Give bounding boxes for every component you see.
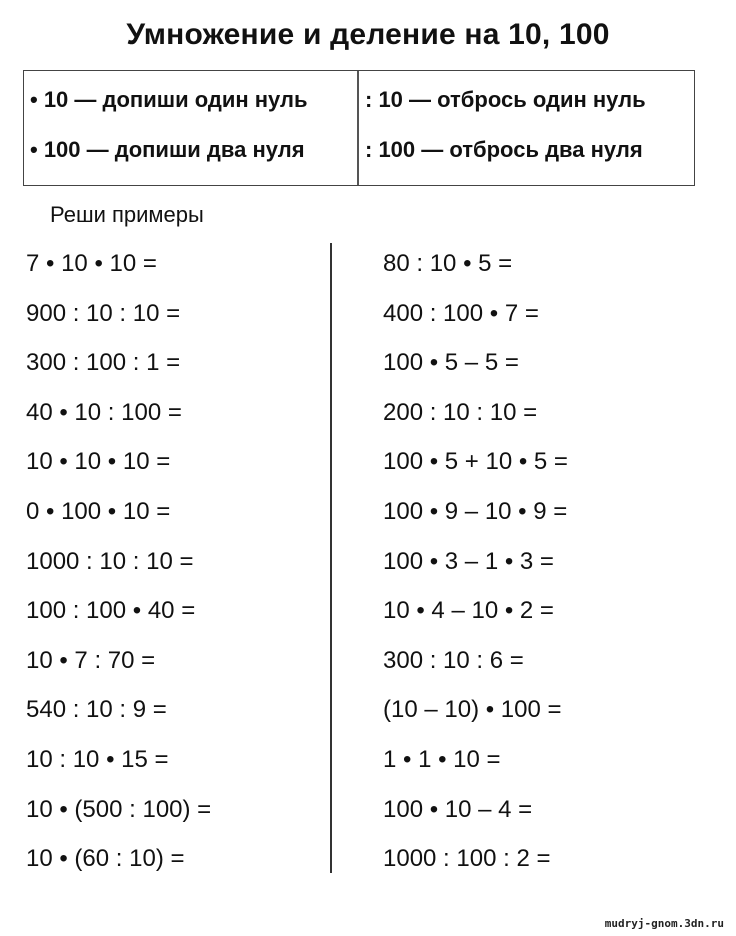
rule-multiply-100: • 100 — допиши два нуля <box>30 137 305 162</box>
example-item: 100 • 5 – 5 = <box>383 349 519 377</box>
rules-divider <box>357 71 359 185</box>
rules-table <box>23 70 695 186</box>
example-item: 100 : 100 • 40 = <box>26 597 196 625</box>
example-item: 80 : 10 • 5 = <box>383 250 513 277</box>
watermark: mudryj-gnom.3dn.ru <box>604 917 724 930</box>
example-item: 300 : 10 : 6 = <box>383 646 524 674</box>
example-item: 100 • 5 + 10 • 5 = <box>383 448 568 476</box>
example-item: 10 • (60 : 10) = <box>26 845 185 873</box>
page-title: Умножение и деление на 10, 100 <box>126 18 610 51</box>
rule-divide-10: : 10 — отбрось один нуль <box>365 87 646 112</box>
rule-multiply-10: • 10 — допиши один нуль <box>30 87 308 112</box>
example-item: 100 • 10 – 4 = <box>383 795 533 823</box>
example-item: 10 • 7 : 70 = <box>26 646 156 674</box>
rule-divide-100: : 100 — отбрось два нуля <box>365 137 643 162</box>
example-item: 10 • 10 • 10 = <box>26 448 171 476</box>
example-item: 10 • 4 – 10 • 2 = <box>383 597 554 625</box>
example-item: (10 – 10) • 100 = <box>383 696 562 724</box>
examples-right-column <box>383 246 568 891</box>
example-item: 1000 : 10 : 10 = <box>26 547 194 575</box>
example-item: 7 • 10 • 10 = <box>26 250 157 277</box>
example-item: 400 : 100 • 7 = <box>383 299 539 327</box>
example-item: 10 • (500 : 100) = <box>26 795 212 823</box>
example-item: 40 • 10 : 100 = <box>26 398 182 426</box>
example-item: 200 : 10 : 10 = <box>383 398 538 426</box>
example-item: 0 • 100 • 10 = <box>26 497 171 525</box>
examples-left-column <box>26 246 211 891</box>
column-divider <box>330 243 332 873</box>
example-item: 100 • 3 – 1 • 3 = <box>383 547 554 575</box>
example-item: 540 : 10 : 9 = <box>26 696 167 724</box>
example-item: 300 : 100 : 1 = <box>26 349 181 377</box>
example-item: 1000 : 100 : 2 = <box>383 845 551 873</box>
example-item: 100 • 9 – 10 • 9 = <box>383 497 568 525</box>
example-item: 10 : 10 • 15 = <box>26 745 169 773</box>
exercise-instruction: Реши примеры <box>50 202 204 227</box>
example-item: 900 : 10 : 10 = <box>26 299 181 327</box>
example-item: 1 • 1 • 10 = <box>383 745 501 773</box>
